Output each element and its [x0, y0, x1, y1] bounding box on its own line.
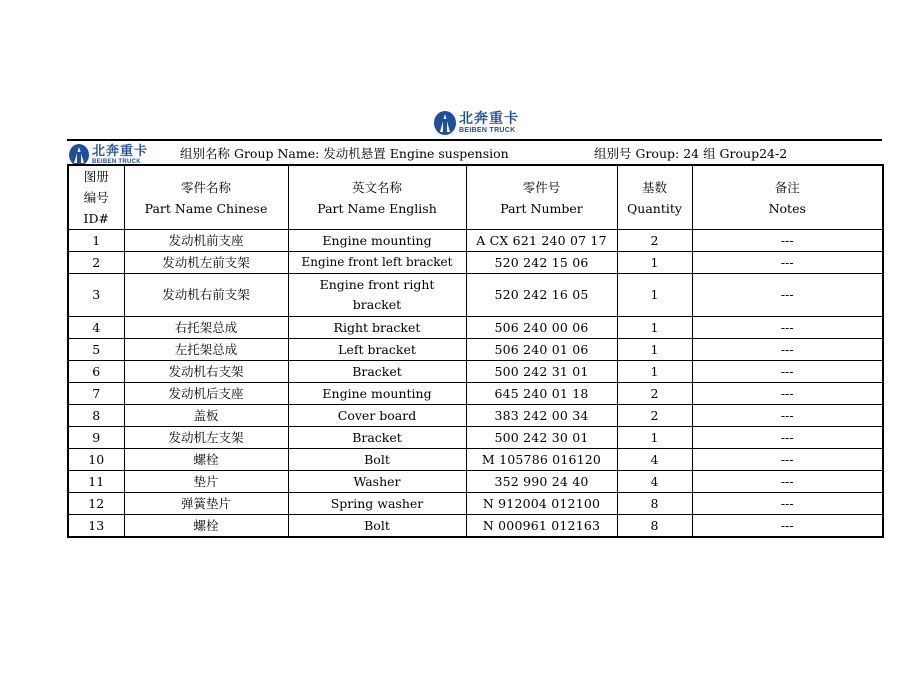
- cell-part-number: A CX 621 240 07 17: [466, 230, 617, 252]
- cell-id: 1: [68, 230, 124, 252]
- cell-notes: ---: [692, 230, 883, 252]
- cell-notes: ---: [692, 449, 883, 471]
- table-row: [68, 515, 883, 538]
- cell-part-number: 520 242 15 06: [466, 252, 617, 274]
- brand-name-en: BEIBEN TRUCK: [459, 127, 516, 134]
- cell-notes: ---: [692, 339, 883, 361]
- group-number: 组别号 Group: 24 组 Group24-2: [594, 146, 788, 161]
- cell-part-number: N 000961 012163: [466, 515, 617, 538]
- table-header-row: [68, 165, 883, 230]
- cell-part-name-en: Washer: [288, 471, 466, 493]
- cell-notes: ---: [692, 274, 883, 317]
- group-name: 组别名称 Group Name: 发动机悬置 Engine suspension: [180, 146, 509, 161]
- brand-logo-small: [69, 144, 148, 166]
- cell-quantity: 4: [617, 471, 692, 493]
- parts-table: [67, 164, 884, 538]
- cell-notes: ---: [692, 383, 883, 405]
- column-header-part-name-cn: 零件名称 Part Name Chinese: [124, 165, 288, 230]
- cell-part-number: 352 990 24 40: [466, 471, 617, 493]
- cell-quantity: 1: [617, 427, 692, 449]
- cell-part-name-en: Right bracket: [288, 317, 466, 339]
- table-row: [68, 493, 883, 515]
- cell-part-name-cn: 发动机右前支架: [124, 274, 288, 317]
- cell-part-name-cn: 发动机前支座: [124, 230, 288, 252]
- brand-logo-top: [434, 108, 519, 138]
- cell-id: 2: [68, 252, 124, 274]
- brand-name-cn: 北奔重卡: [459, 111, 519, 127]
- column-header-notes: 备注 Notes: [692, 165, 883, 230]
- cell-id: 11: [68, 471, 124, 493]
- cell-part-name-cn: 垫片: [124, 471, 288, 493]
- cell-part-name-cn: 弹簧垫片: [124, 493, 288, 515]
- cell-notes: ---: [692, 317, 883, 339]
- cell-part-number: 500 242 31 01: [466, 361, 617, 383]
- cell-id: 6: [68, 361, 124, 383]
- cell-id: 5: [68, 339, 124, 361]
- cell-id: 8: [68, 405, 124, 427]
- column-header-part-number: 零件号 Part Number: [466, 165, 617, 230]
- cell-part-name-cn: 发动机左前支架: [124, 252, 288, 274]
- document-header: [67, 141, 882, 163]
- table-row: [68, 449, 883, 471]
- cell-id: 13: [68, 515, 124, 538]
- table-row: [68, 339, 883, 361]
- cell-part-number: 506 240 01 06: [466, 339, 617, 361]
- column-header-quantity: 基数 Quantity: [617, 165, 692, 230]
- table-row: [68, 361, 883, 383]
- cell-id: 7: [68, 383, 124, 405]
- cell-id: 10: [68, 449, 124, 471]
- table-row: [68, 427, 883, 449]
- cell-quantity: 1: [617, 252, 692, 274]
- cell-id: 9: [68, 427, 124, 449]
- cell-part-name-cn: 右托架总成: [124, 317, 288, 339]
- cell-part-name-en: Engine front left bracket: [288, 252, 466, 274]
- cell-part-name-cn: 发动机右支架: [124, 361, 288, 383]
- cell-quantity: 2: [617, 230, 692, 252]
- table-row: [68, 317, 883, 339]
- cell-part-number: 645 240 01 18: [466, 383, 617, 405]
- cell-quantity: 1: [617, 361, 692, 383]
- cell-part-name-en: Engine front right bracket: [288, 274, 466, 317]
- cell-part-name-en: Bracket: [288, 427, 466, 449]
- cell-id: 3: [68, 274, 124, 317]
- brand-name-en: BEIBEN TRUCK: [92, 159, 141, 165]
- cell-part-name-en: Engine mounting: [288, 230, 466, 252]
- cell-part-number: M 105786 016120: [466, 449, 617, 471]
- table-row: [68, 383, 883, 405]
- cell-notes: ---: [692, 252, 883, 274]
- table-row: [68, 230, 883, 252]
- cell-part-name-en: Engine mounting: [288, 383, 466, 405]
- cell-quantity: 1: [617, 274, 692, 317]
- cell-quantity: 2: [617, 383, 692, 405]
- cell-part-number: 500 242 30 01: [466, 427, 617, 449]
- cell-part-name-en: Left bracket: [288, 339, 466, 361]
- cell-notes: ---: [692, 361, 883, 383]
- cell-notes: ---: [692, 493, 883, 515]
- cell-notes: ---: [692, 471, 883, 493]
- column-header-id: 图册 编号 ID#: [68, 165, 124, 230]
- cell-part-name-cn: 发动机左支架: [124, 427, 288, 449]
- cell-part-number: 383 242 00 34: [466, 405, 617, 427]
- table-row: [68, 274, 883, 317]
- cell-notes: ---: [692, 515, 883, 538]
- cell-part-number: 520 242 16 05: [466, 274, 617, 317]
- cell-part-name-en: Bracket: [288, 361, 466, 383]
- table-row: [68, 471, 883, 493]
- cell-notes: ---: [692, 427, 883, 449]
- brand-name-cn: 北奔重卡: [92, 144, 149, 159]
- cell-part-name-en: Bolt: [288, 449, 466, 471]
- cell-quantity: 1: [617, 317, 692, 339]
- cell-part-name-cn: 发动机后支座: [124, 383, 288, 405]
- cell-part-name-cn: 盖板: [124, 405, 288, 427]
- cell-part-name-cn: 左托架总成: [124, 339, 288, 361]
- cell-notes: ---: [692, 405, 883, 427]
- cell-quantity: 1: [617, 339, 692, 361]
- cell-id: 4: [68, 317, 124, 339]
- table-row: [68, 252, 883, 274]
- cell-quantity: 2: [617, 405, 692, 427]
- cell-part-name-cn: 螺栓: [124, 449, 288, 471]
- cell-part-name-en: Cover board: [288, 405, 466, 427]
- column-header-part-name-en: 英文名称 Part Name English: [288, 165, 466, 230]
- table-row: [68, 405, 883, 427]
- cell-id: 12: [68, 493, 124, 515]
- beiben-logo-icon: [69, 144, 89, 166]
- cell-part-name-en: Spring washer: [288, 493, 466, 515]
- cell-quantity: 8: [617, 515, 692, 538]
- cell-part-name-en: Bolt: [288, 515, 466, 538]
- beiben-logo-icon: [434, 111, 456, 135]
- cell-part-number: N 912004 012100: [466, 493, 617, 515]
- cell-quantity: 8: [617, 493, 692, 515]
- cell-part-name-cn: 螺栓: [124, 515, 288, 538]
- cell-quantity: 4: [617, 449, 692, 471]
- cell-part-number: 506 240 00 06: [466, 317, 617, 339]
